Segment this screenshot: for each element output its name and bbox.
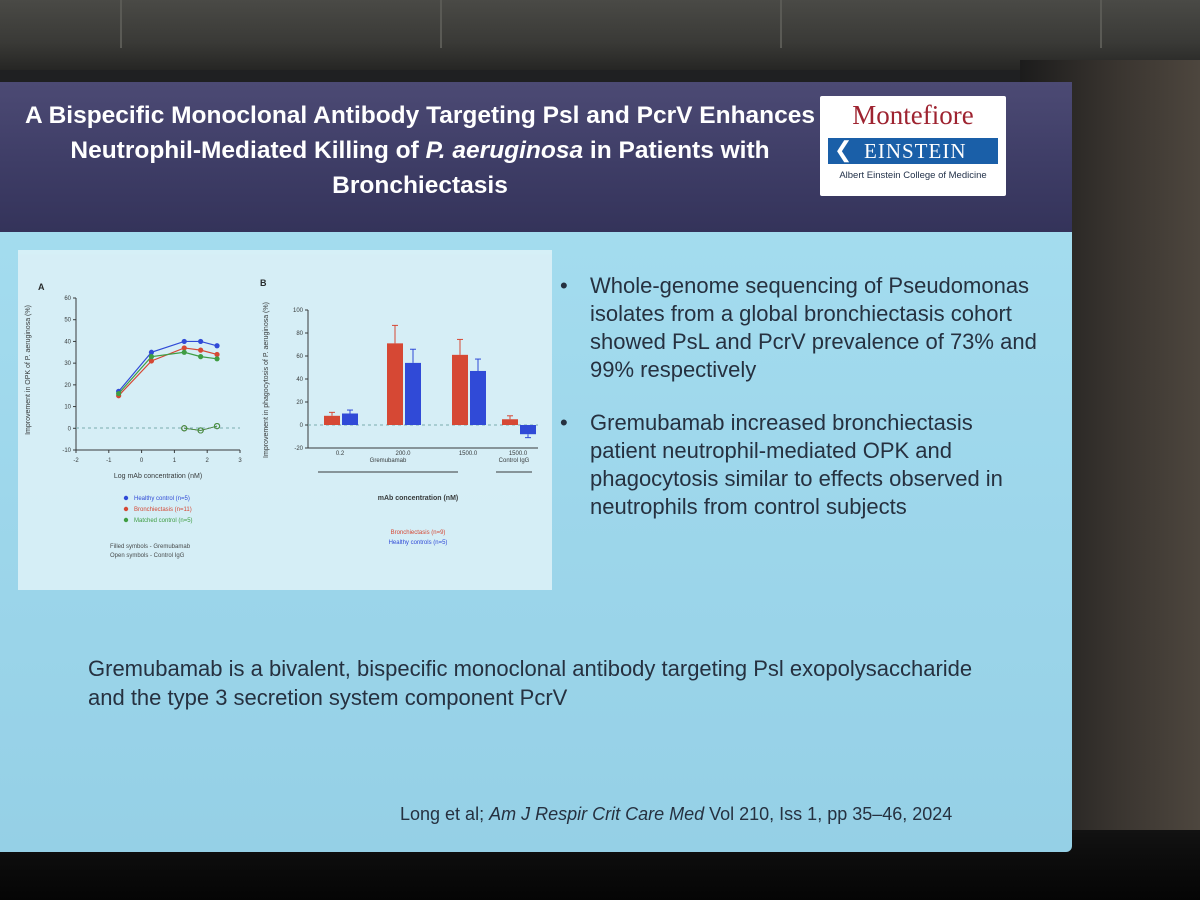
projection-screen <box>0 82 1072 852</box>
panel-a-legend-marker <box>124 496 128 500</box>
bullet-text: Whole-genome sequencing of Pseudomonas isolates from a global bronchiectasis cohort showed PsL and PcrV prevalence of 73% and 99% respectively <box>590 273 1037 382</box>
panel-a-point <box>198 348 203 353</box>
panel-b-legend-label: Healthy controls (n=5) <box>388 540 448 546</box>
panel-a-point <box>182 350 187 355</box>
panel-b-bar <box>452 355 468 425</box>
panel-a-x-tick-label: 0 <box>139 458 144 464</box>
panel-b-x-tick-label: 1500.0 <box>458 451 478 457</box>
citation-authors: Long et al; <box>400 804 490 824</box>
panel-a-point <box>182 339 187 344</box>
panel-a-xlabel: Log mAb concentration (nM) <box>113 473 203 480</box>
panel-a-point <box>214 356 219 361</box>
summary-text: Gremubamab is a bivalent, bispecific monoclonal antibody targeting Psl exopolysaccharide and the type 3 secretion system component PcrV <box>88 656 973 710</box>
title-band <box>0 82 1072 232</box>
logo-montefiore: Montefiore <box>852 100 974 130</box>
panel-a-point <box>116 391 121 396</box>
einstein-mark-icon: ❮ <box>834 137 853 162</box>
panel-a-legend-label: Healthy control (n=5) <box>134 496 190 502</box>
figure-svg <box>18 250 552 590</box>
panel-a-y-tick-label: 20 <box>64 382 71 389</box>
title-italic: P. aeruginosa <box>425 137 584 164</box>
panel-b-group-label: Control IgG <box>498 458 530 464</box>
panel-b-y-tick-label: 20 <box>296 400 303 406</box>
bullet-text: Gremubamab increased bronchiectasis patient neutrophil-mediated OPK and phagocytosis similar to effects observed in neutrophils from control subjects <box>590 410 1003 519</box>
bullet-item <box>560 272 1040 384</box>
institution-logo <box>820 96 1006 196</box>
bullet-item <box>560 409 1040 521</box>
slide-title <box>20 98 820 203</box>
citation-details: Vol 210, Iss 1, pp 35–46, 2024 <box>704 804 953 824</box>
panel-b-bar <box>324 416 340 425</box>
panel-b-group-label: Gremubamab <box>369 458 407 464</box>
bullet-dot-icon: • <box>560 410 568 435</box>
panel-a-legend-marker <box>124 507 128 511</box>
panel-a-y-tick-label: 0 <box>67 426 71 433</box>
panel-b-y-tick-label: 0 <box>299 423 303 429</box>
panel-b-y-tick-label: 100 <box>292 308 303 314</box>
panel-a-y-tick-label: 50 <box>64 317 71 324</box>
panel-b-x-tick-label: 0.2 <box>335 451 345 457</box>
citation <box>400 804 1050 825</box>
citation-journal: Am J Respir Crit Care Med <box>489 804 705 824</box>
panel-b-x-tick-label: 200.0 <box>395 451 411 457</box>
panel-a-ylabel: Improvement in OPK of P. aeruginosa (%) <box>25 305 32 435</box>
panel-a-x-tick-label: -2 <box>73 458 79 464</box>
panel-a-footnote-1: Filled symbols - Gremubamab <box>110 544 191 550</box>
panel-a-point <box>198 354 203 359</box>
panel-a-legend-marker <box>124 518 128 522</box>
panel-a-y-tick-label: 40 <box>64 339 71 346</box>
bullet-list <box>560 272 1040 546</box>
panel-a-label: A <box>38 282 45 292</box>
panel-b-bar <box>502 419 518 425</box>
panel-a-y-tick-label: -10 <box>62 448 71 454</box>
panel-a-footnote-2: Open symbols - Control IgG <box>110 553 185 559</box>
ceiling-seam <box>780 0 782 48</box>
panel-b-bar <box>405 363 421 425</box>
panel-b-xlabel: mAb concentration (nM) <box>377 495 459 502</box>
panel-b-x-tick-label: 1500.0 <box>508 451 528 457</box>
logo-subtitle: Albert Einstein College of Medicine <box>839 170 987 181</box>
panel-b-y-tick-label: 80 <box>296 331 303 337</box>
panel-b-y-tick-label: -20 <box>294 446 303 452</box>
bullet-dot-icon: • <box>560 273 568 298</box>
panel-a-point <box>198 339 203 344</box>
logo-einstein-text: EINSTEIN <box>864 139 967 163</box>
ceiling-seam <box>120 0 122 48</box>
panel-b-ylabel: Improvement in phagocytosis of P. aeruginosa (%) <box>263 302 270 458</box>
panel-a-y-tick-label: 10 <box>64 404 71 411</box>
panel-a-x-tick-label: 3 <box>238 458 242 464</box>
panel-a-x-tick-label: -1 <box>106 458 112 464</box>
panel-a-x-tick-label: 2 <box>205 458 209 464</box>
panel-a-legend-label: Bronchiectasis (n=11) <box>134 507 192 513</box>
panel-a-point <box>149 354 154 359</box>
ceiling-seam <box>1100 0 1102 48</box>
logo-einstein-bar <box>828 138 998 164</box>
figure-panel <box>18 250 552 590</box>
panel-b-bar <box>470 371 486 425</box>
panel-b-label: B <box>260 278 267 288</box>
panel-b-bar <box>342 414 358 426</box>
panel-b-bar <box>387 343 403 425</box>
panel-a-x-tick-label: 1 <box>172 458 177 464</box>
panel-b-y-tick-label: 60 <box>296 354 303 360</box>
panel-a-point <box>214 343 219 348</box>
title-text-end: in Patients with Bronchiectasis <box>332 137 770 199</box>
panel-a-legend-label: Matched control (n=5) <box>134 518 193 524</box>
panel-b-legend-label: Bronchiectasis (n=9) <box>390 530 446 536</box>
panel-a-y-tick-label: 30 <box>64 361 71 368</box>
title-text: A Bispecific Monoclonal Antibody Targeting Psl and PcrV Enhances Neutrophil-Mediated Killing of <box>24 102 816 164</box>
ceiling-seam <box>440 0 442 48</box>
panel-b-bar <box>520 425 536 434</box>
panel-a-y-tick-label: 60 <box>64 296 71 302</box>
panel-b-y-tick-label: 40 <box>296 377 303 383</box>
